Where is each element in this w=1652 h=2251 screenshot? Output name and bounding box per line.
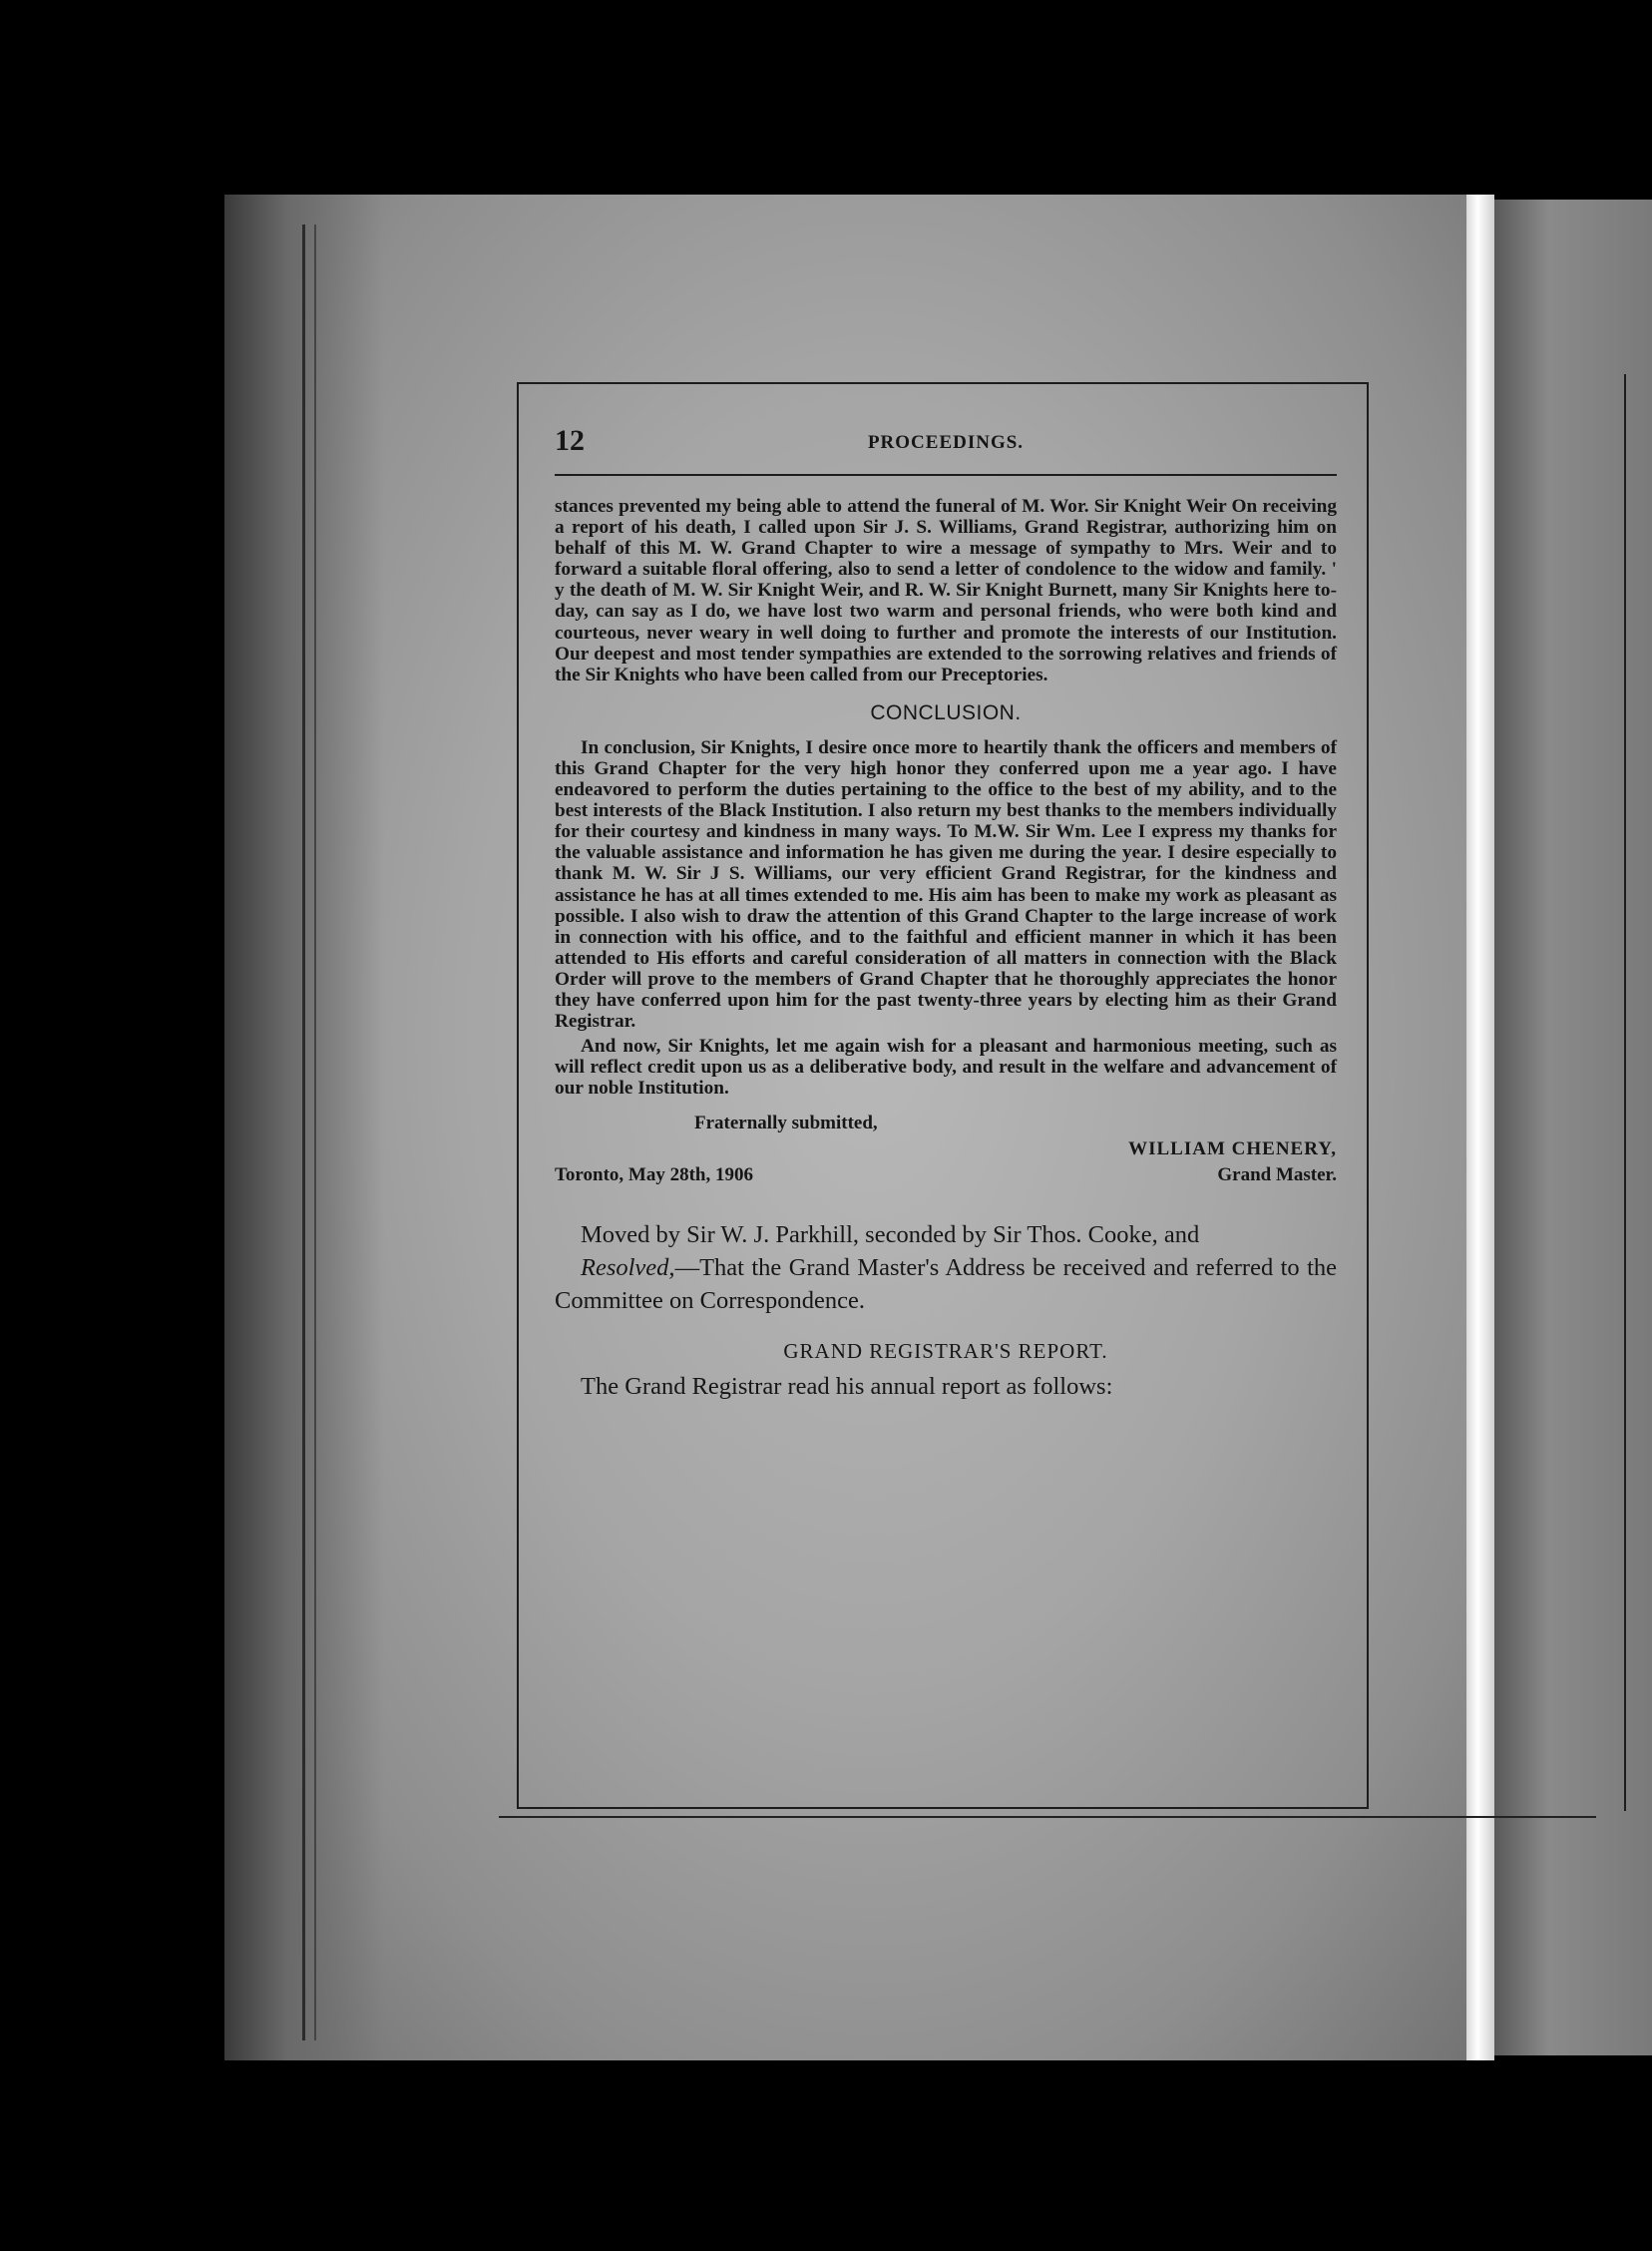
binding-line-secondary xyxy=(314,225,316,2040)
page-content xyxy=(555,424,1337,1403)
paragraph-conclusion: In conclusion, Sir Knights, I desire once more to heartily thank the officers and members of this Grand Chapter for the very high honor they conferred upon me a year ago. I have endeavored to perform the duties pertaining to the office to the best of my ability, and to the best interests of the Black Institution. I also return my best thanks to the members individually for their courtesy and kindness in many ways. To M.W. Sir Wm. Lee I express my thanks for the valuable assistance and information he has given me during the year. I desire especially to thank M. W. Sir J S. Williams, our very efficient Grand Registrar, for the kindness and assistance he has at all times extended to me. His aim has been to make my work as pleasant as possible. I also wish to draw the attention of this Grand Chapter to the large increase of work in connection with his office, and to the faithful and efficient manner in which it has been attended to His efforts and careful consideration of all matters in connection with the Black Order will prove to the members of Grand Chapter that he thoroughly appreciates the honor they have conferred upon him for the past twenty-three years by electing him as their Grand Registrar. xyxy=(555,736,1337,1033)
signoff-block xyxy=(555,1113,1337,1202)
conclusion-heading: CONCLUSION. xyxy=(870,700,1022,724)
paragraph-condolences: stances prevented my being able to attend the funeral of M. Wor. Sir Knight Weir On receiving a report of his death, I called upon Sir J. S. Williams, Grand Registrar, authorizing him on behalf of this M. W. Grand Chapter to wire a message of sympathy to Mrs. Weir and to forward a suitable floral offering, also to send a letter of condolence to the widow and family. ' y the death of M. W. Sir Knight Weir, and R. W. Sir Knight Burnett, many Sir Knights here to-day, can say as I do, we have lost two warm and personal friends, who were both kind and courteous, never weary in well doing to further and promote the interests of our Institution. Our deepest and most tender sympathies are extended to the sorrowing relatives and friends of the Sir Knights who have been called from our Preceptories. xyxy=(555,496,1337,685)
paragraph-closing-wish: And now, Sir Knights, let me again wish for a pleasant and harmonious meeting, such as will reflect credit upon us as a deliberative body, and result in the welfare and advancement of our noble Institution. xyxy=(555,1036,1337,1100)
resolved-text: —That the Grand Master's Address be received and referred to the Committee on Correspondence. xyxy=(555,1254,1337,1315)
motion-moved: Moved by Sir W. J. Parkhill, seconded by Sir Thos. Cooke, and xyxy=(581,1221,1200,1249)
registrar-report-heading: GRAND REGISTRAR'S REPORT. xyxy=(783,1339,1108,1364)
resolved-word: Resolved, xyxy=(581,1254,675,1282)
bottom-rule xyxy=(499,1816,1596,1818)
signoff-place-date: Toronto, May 28th, 1906 xyxy=(555,1164,753,1186)
signoff-title: Grand Master. xyxy=(1217,1164,1337,1186)
right-page-frame-edge xyxy=(1624,374,1626,1811)
motion-resolved xyxy=(555,1251,1337,1317)
running-head: PROCEEDINGS. xyxy=(867,432,1025,453)
right-page-paper xyxy=(1494,200,1652,2055)
book-gutter xyxy=(1466,195,1494,2060)
registrar-report-intro: The Grand Registrar read his annual report as follows: xyxy=(581,1373,1113,1401)
page-number: 12 xyxy=(555,424,585,457)
signoff-submitted: Fraternally submitted, xyxy=(694,1113,878,1134)
header-rule xyxy=(555,474,1337,476)
signoff-name: WILLIAM CHENERY, xyxy=(1128,1138,1337,1160)
page-header xyxy=(555,424,1337,470)
binding-line xyxy=(302,225,305,2040)
